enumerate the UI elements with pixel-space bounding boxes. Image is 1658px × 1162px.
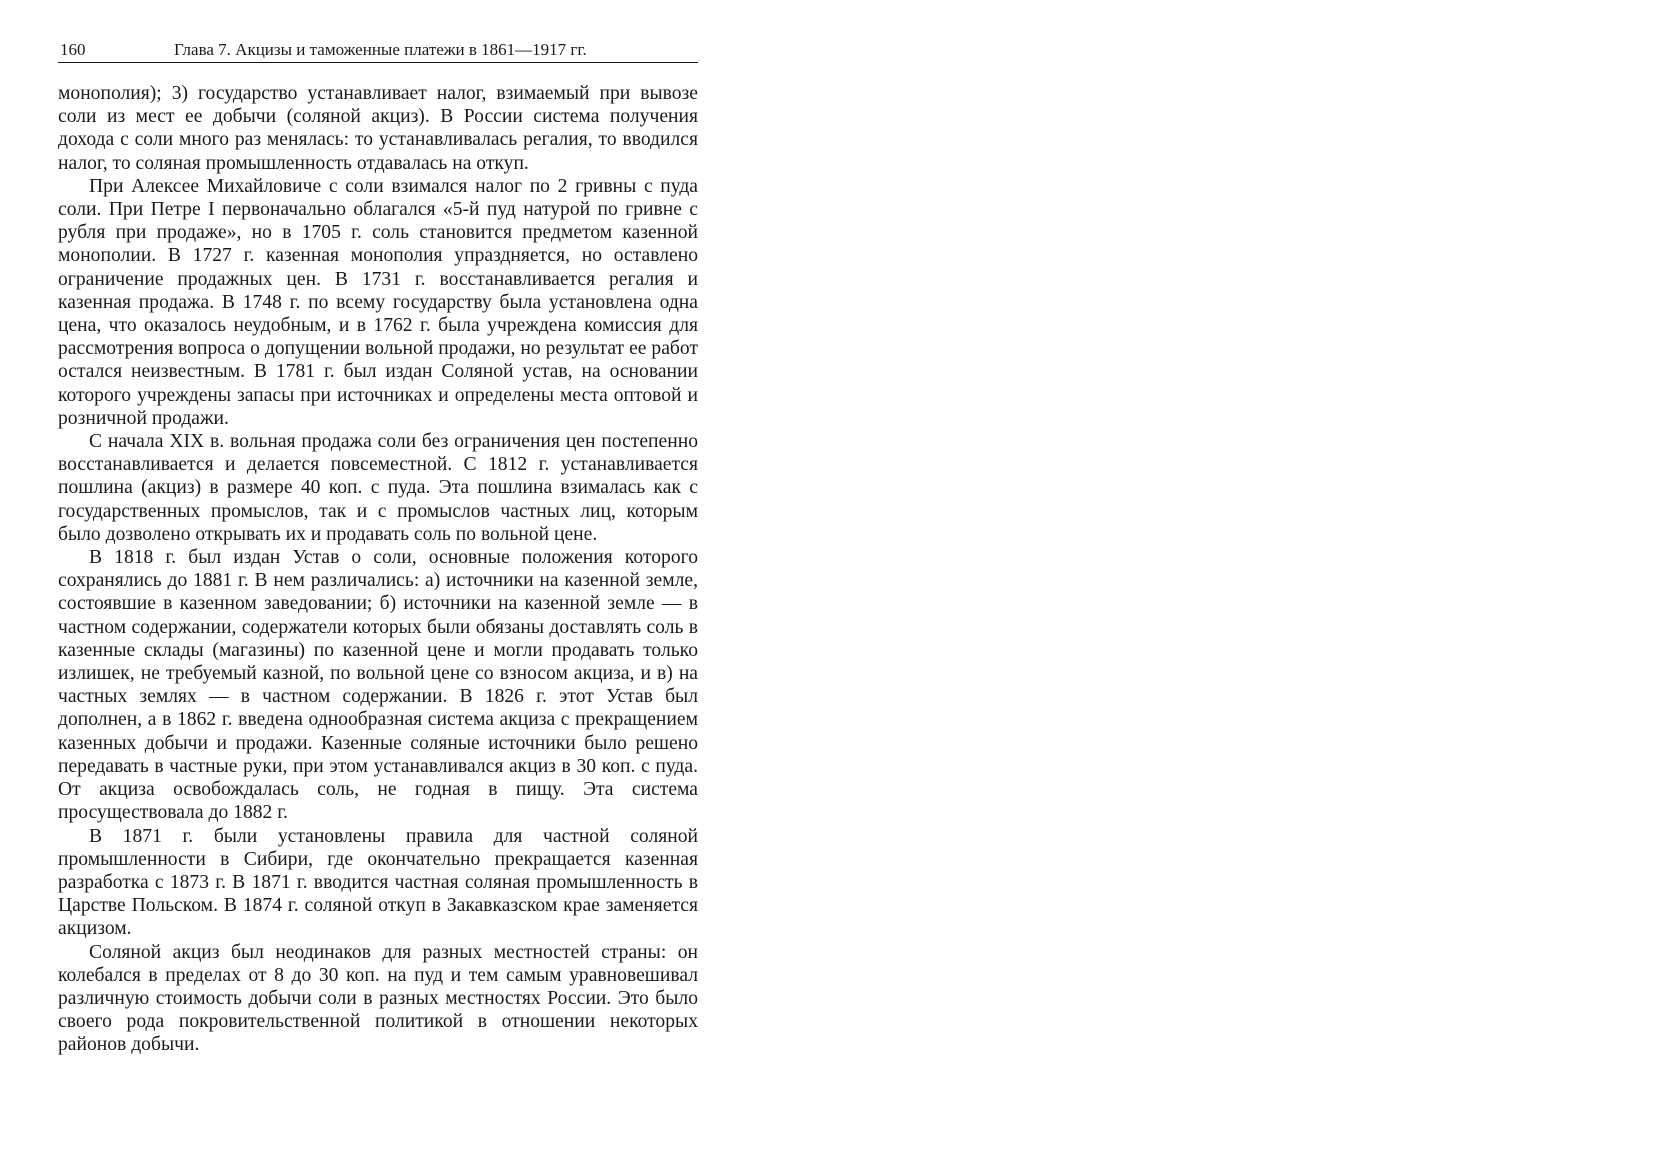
- paragraph-1: монополия); 3) государство устанавливает налог, взимаемый при вывозе соли из мест ее добычи (соляной акциз). В России система получения дохода с соли много раз менялась: то устанавливалась регалия, то вводился налог, то соляная промышленность отдавалась на откуп.: [58, 83, 698, 174]
- paragraph-5: В 1871 г. были установлены правила для частной соляной промышленности в Сибири, где окончательно прекращается казенная разработка с 1873 г. В 1871 г. вводится частная соляная промышленность в Царстве Польском. В 1874 г. соляной откуп в Закавказском крае заменяется акцизом.: [58, 825, 698, 940]
- paragraph-2: При Алексее Михайловиче с соли взимался налог по 2 гривны с пуда соли. При Петре I первоначально облагался «5-й пуд натурой по гривне с рубля при продаже», но в 1705 г. соль становится предметом казенной монополии. В 1727 г. казенная монополия упраздняется, но оставлено ограничение продажных цен. В 1731 г. восстанавливается регалия и казенная продажа. В 1748 г. по всему государству была установлена одна цена, что оказалось неудобным, и в 1762 г. была учреждена комиссия для рассмотрения вопроса о допущении вольной продажи, но результат ее работ остался неизвестным. В 1781 г. был издан Соляной устав, на основании которого учреждены запасы при источниках и определены места оптовой и розничной продажи.: [58, 175, 698, 429]
- book-page: [58, 32, 698, 1057]
- paragraph-4: В 1818 г. был издан Устав о соли, основные положения которого сохранялись до 1881 г. В нем различались: а) источники на казенной земле, состоявшие в казенном заведовании; б) источники на казенной земле — в частном содержании, содержатели которых были обязаны доставлять соль в казенные склады (магазины) по казенной цене и могли продавать только излишек, не требуемый казной, по вольной цене со взносом акциза, и в) на частных землях — в частном содержании. В 1826 г. этот Устав был дополнен, а в 1862 г. введена однообразная система акциза с прекращением казенных добычи и продажи. Казенные соляные источники было решено передавать в частные руки, при этом устанавливался акциз в 30 коп. с пуда. От акциза освобождалась соль, не годная в пищу. Эта система просуществовала до 1882 г.: [58, 547, 698, 824]
- running-title: Глава 7. Акцизы и таможенные платежи в 1861—1917 гг.: [174, 40, 587, 59]
- page-number: 160: [60, 40, 86, 59]
- running-head: [58, 32, 698, 63]
- body-text: [58, 82, 698, 1057]
- paragraph-6: Соляной акциз был неодинаков для разных местностей страны: он колебался в пределах от 8 до 30 коп. на пуд и тем самым уравновешивал различную стоимость добычи соли в разных местностях России. Это было своего рода покровительственной политикой в отношении некоторых районов добычи.: [58, 941, 698, 1056]
- paragraph-3: С начала XIX в. вольная продажа соли без ограничения цен постепенно восстанавливается и делается повсеместной. С 1812 г. устанавливается пошлина (акциз) в размере 40 коп. с пуда. Эта пошлина взималась как с государственных промыслов, так и с промыслов частных лиц, которым было дозволено открывать их и продавать соль по вольной цене.: [58, 431, 698, 545]
